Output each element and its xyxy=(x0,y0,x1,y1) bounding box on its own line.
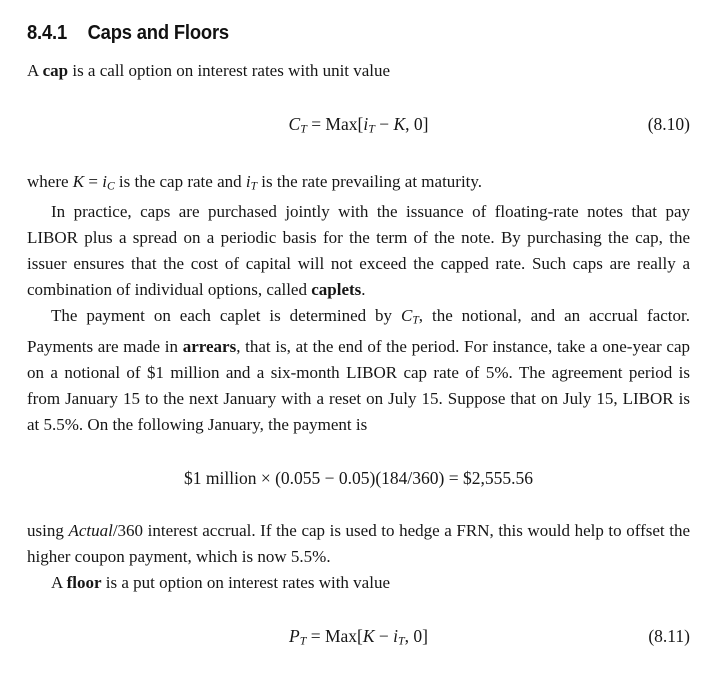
section-number: 8.4.1 xyxy=(27,22,68,44)
equation-cap-expression: CT = Max[iT − K, 0] xyxy=(288,114,429,136)
section-title: Caps and Floors xyxy=(87,22,229,44)
equation-floor-payoff xyxy=(27,623,690,654)
paragraph-cap-intro: A cap is a call option on interest rates with unit value xyxy=(27,61,391,80)
section-heading xyxy=(27,22,637,44)
paragraph-in-practice: In practice, caps are purchased jointly with the issuance of floating-rate notes that pay LIBOR plus a spread on a periodic basis for the term of the note. By purchasing the cap, the issuer ensures that the cost of capital will not exceed the capped rate. Such caps are really a combination of individual options, called caplets. xyxy=(27,202,690,300)
equation-payment-expression: $1 million × (0.055 − 0.05)(184/360) = $2,555.56 xyxy=(184,467,533,488)
paragraph-caplet-payment: The payment on each caplet is determined by CT, the notional, and an accrual factor. Payments are made in arrears, that is, at the end of the period. For instance, take a one-year cap on a notional of $1 million and a six-month LIBOR cap rate of 5%. The agreement period is from January 15 to the next January with a reset on July 15. Suppose that on July 15, LIBOR is at 5.5%. On the following January, the payment is xyxy=(27,306,691,434)
equation-floor-expression: PT = Max[K − iT, 0] xyxy=(289,625,428,648)
equation-cap-payoff xyxy=(27,111,690,142)
equation-number-8-10: (8.10) xyxy=(647,114,690,134)
paragraph-accrual: using Actual/360 interest accrual. If the cap is used to hedge a FRN, this would help to offset the higher coupon payment, which is now 5.5%. xyxy=(27,520,690,566)
equation-number-8-11: (8.11) xyxy=(648,625,690,646)
equation-payment-example xyxy=(27,465,690,491)
paragraph-floor-intro: A floor is a put option on interest rates with value xyxy=(51,572,390,592)
paragraph-where-definition: where K = iC is the cap rate and iT is the rate prevailing at maturity. xyxy=(27,171,483,193)
